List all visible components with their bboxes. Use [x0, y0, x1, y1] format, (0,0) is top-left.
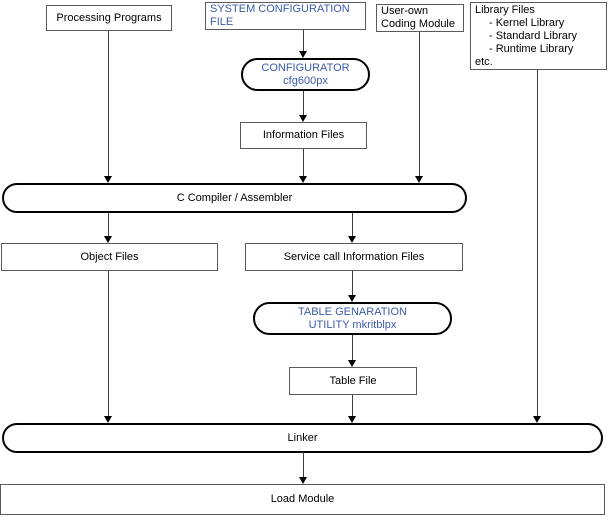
- arrow-library-files-to-linker: [533, 70, 542, 423]
- node-information-files-label: Information Files: [262, 129, 345, 141]
- node-table-generation-utility-line1: TABLE GENARATION: [297, 305, 407, 318]
- arrow-configurator-to-information-files: [299, 91, 308, 122]
- node-c-compiler-assembler-label: C Compiler / Assembler: [176, 191, 293, 204]
- node-processing-programs-label: Processing Programs: [56, 11, 162, 24]
- arrow-compiler-to-object-files: [104, 213, 113, 243]
- node-linker-label: Linker: [287, 431, 318, 444]
- node-user-own-coding-module: [376, 4, 464, 32]
- node-linker: [2, 423, 603, 453]
- arrow-user-own-coding-module-to-compiler: [415, 32, 424, 183]
- arrow-information-files-to-compiler: [299, 149, 308, 183]
- node-table-file: [289, 367, 417, 395]
- node-load-module-label: Load Module: [270, 493, 335, 505]
- arrow-service-call-information-files-to-table-generation: [348, 271, 357, 302]
- node-service-call-information-files-label: Service call Information Files: [283, 250, 425, 263]
- node-library-files-item-standard: - Standard Library: [489, 29, 578, 42]
- node-table-generation-utility-line2: UTILITY mkritblpx: [308, 318, 397, 331]
- node-system-configuration-file-line2: FILE: [210, 16, 234, 28]
- node-user-own-coding-module-line2: Coding Module: [381, 18, 455, 30]
- arrow-object-files-to-linker: [104, 271, 113, 423]
- node-library-files-title: Library Files: [475, 3, 535, 16]
- node-processing-programs: [46, 5, 172, 31]
- arrow-compiler-to-service-call-information-files: [348, 213, 357, 243]
- node-library-files-footer: etc.: [475, 55, 493, 68]
- node-configurator-line1: CONFIGURATOR: [261, 61, 350, 74]
- arrow-table-file-to-linker: [348, 395, 357, 423]
- arrow-processing-programs-to-compiler: [104, 31, 113, 183]
- node-load-module: [0, 484, 605, 515]
- node-information-files: [240, 122, 367, 149]
- node-library-files: [470, 2, 607, 70]
- node-object-files-label: Object Files: [80, 250, 139, 263]
- node-c-compiler-assembler: [2, 183, 467, 213]
- arrow-linker-to-load-module: [299, 452, 308, 484]
- node-object-files: [1, 243, 218, 271]
- node-configurator: [241, 58, 370, 91]
- node-library-files-item-kernel: - Kernel Library: [489, 16, 565, 29]
- node-user-own-coding-module-line1: User-own: [381, 5, 429, 17]
- node-service-call-information-files: [245, 243, 463, 271]
- node-configurator-line2: cfg600px: [283, 74, 328, 87]
- node-system-configuration-file-line1: SYSTEM CONFIGURATION: [210, 3, 350, 15]
- arrow-system-configuration-file-to-configurator: [299, 30, 308, 58]
- node-table-file-label: Table File: [329, 374, 377, 387]
- node-table-generation-utility: [253, 302, 452, 335]
- node-library-files-item-runtime: - Runtime Library: [489, 42, 574, 55]
- arrow-table-generation-to-table-file: [348, 335, 357, 367]
- node-system-configuration-file: [205, 2, 366, 30]
